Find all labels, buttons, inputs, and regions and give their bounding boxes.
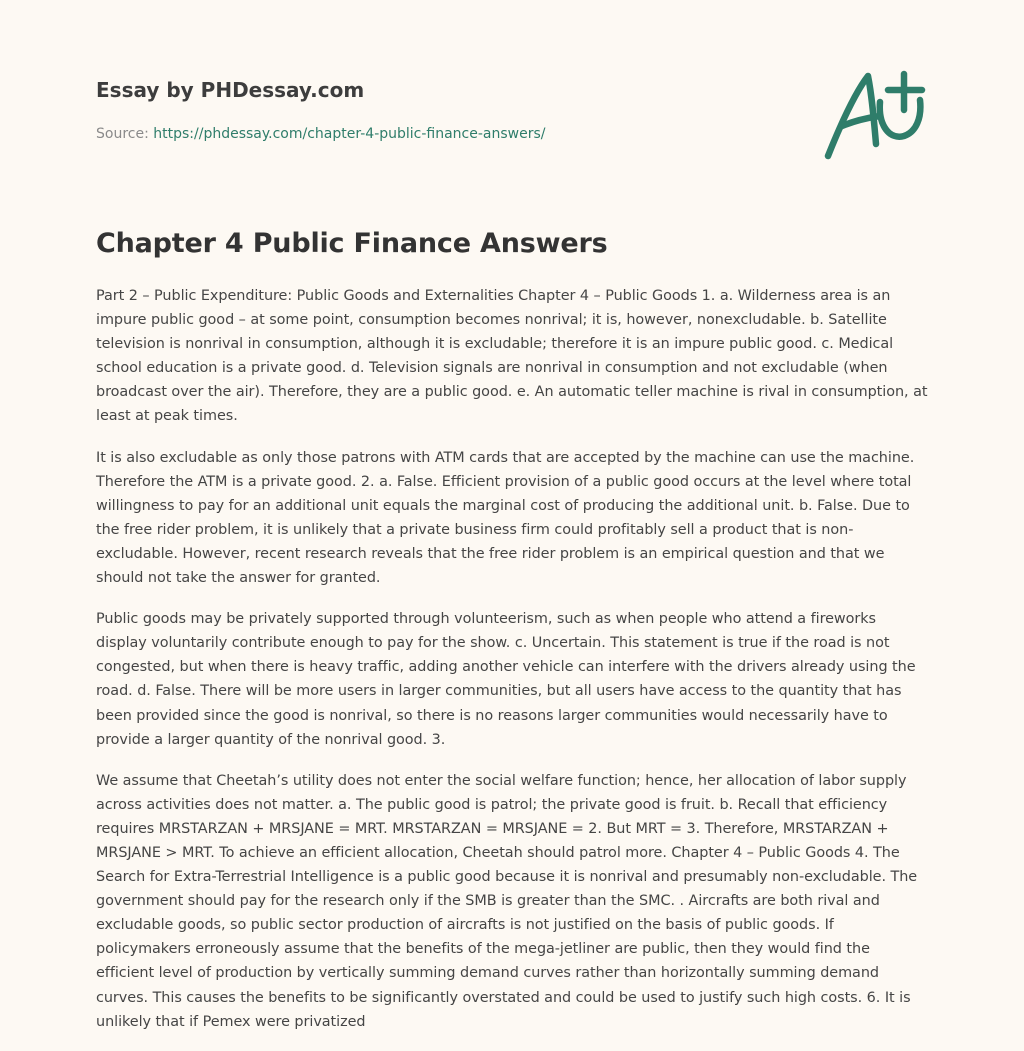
source-link[interactable]: https://phdessay.com/chapter-4-public-finance-answers/	[153, 126, 546, 142]
page-header	[96, 76, 796, 144]
article-paragraph: Public goods may be privately supported through volunteerism, such as when people who attend a fireworks display voluntarily contribute enough to pay for the show. c. Uncertain. This statement is true if the road is not congested, but when there is heavy traffic, adding another vehicle can interfere with the drivers already using the road. d. False. There will be more users in larger communities, but all users have access to the quantity that has been provided since the good is nonrival, so there is no reasons larger communities would necessarily have to provide a larger quantity of the nonrival good. 3.	[96, 611, 916, 748]
article-paragraph: Part 2 – Public Expenditure: Public Goods and Externalities Chapter 4 – Public Goods 1. a. Wilderness area is an impure public good – at some point, consumption becomes nonrival; it is, however, nonexcludable. b. Satellite television is nonrival in consumption, although it is excludable; therefore it is an impure public good. c. Medical school education is a private good. d. Television signals are nonrival in consumption and not excludable (when broadcast over the air). Therefore, they are a public good. e. An automatic teller machine is rival in consumption, at least at peak times.	[96, 288, 928, 425]
a-plus-logo-icon	[818, 66, 928, 166]
article-title: Chapter 4 Public Finance Answers	[96, 228, 608, 259]
source-label: Source:	[96, 126, 154, 142]
article-paragraph: We assume that Cheetah’s utility does not enter the social welfare function; hence, her allocation of labor supply across activities does not matter. a. The public good is patrol; the private good is fruit. b. Recall that efficiency requires MRSTARZAN + MRSJANE = MRT. MRSTARZAN = MRSJANE = 2. But MRT = 3. Therefore, MRSTARZAN + MRSJANE > MRT. To achieve an efficient allocation, Cheetah should patrol more. Chapter 4 – Public Goods 4. The Search for Extra-Terrestrial Intelligence is a public good because it is nonrival and presumably non-excludable. The government should pay for the research only if the SMB is greater than the SMC. . Aircrafts are both rival and excludable goods, so public sector production of aircrafts is not justified on the basis of public goods. If policymakers erroneously assume that the benefits of the mega-jetliner are public, then they would find the efficient level of production by vertically summing demand curves rather than horizontally summing demand curves. This causes the benefits to be significantly overstated and could be used to justify such high costs. 6. It is unlikely that if Pemex were privatized	[96, 772, 918, 1030]
article-body	[96, 284, 928, 1051]
article-paragraph: It is also excludable as only those patrons with ATM cards that are accepted by the machine can use the machine. Therefore the ATM is a private good. 2. a. False. Efficient provision of a public good occurs at the level where total willingness to pay for an additional unit equals the marginal cost of producing the additional unit. b. False. Due to the free rider problem, it is unlikely that a private business firm could profitably sell a product that is non-excludable. However, recent research reveals that the free rider problem is an empirical question and that we should not take the answer for granted.	[96, 449, 915, 587]
brand-title: Essay by PHDessay.com	[96, 78, 365, 102]
source-line	[96, 124, 796, 144]
